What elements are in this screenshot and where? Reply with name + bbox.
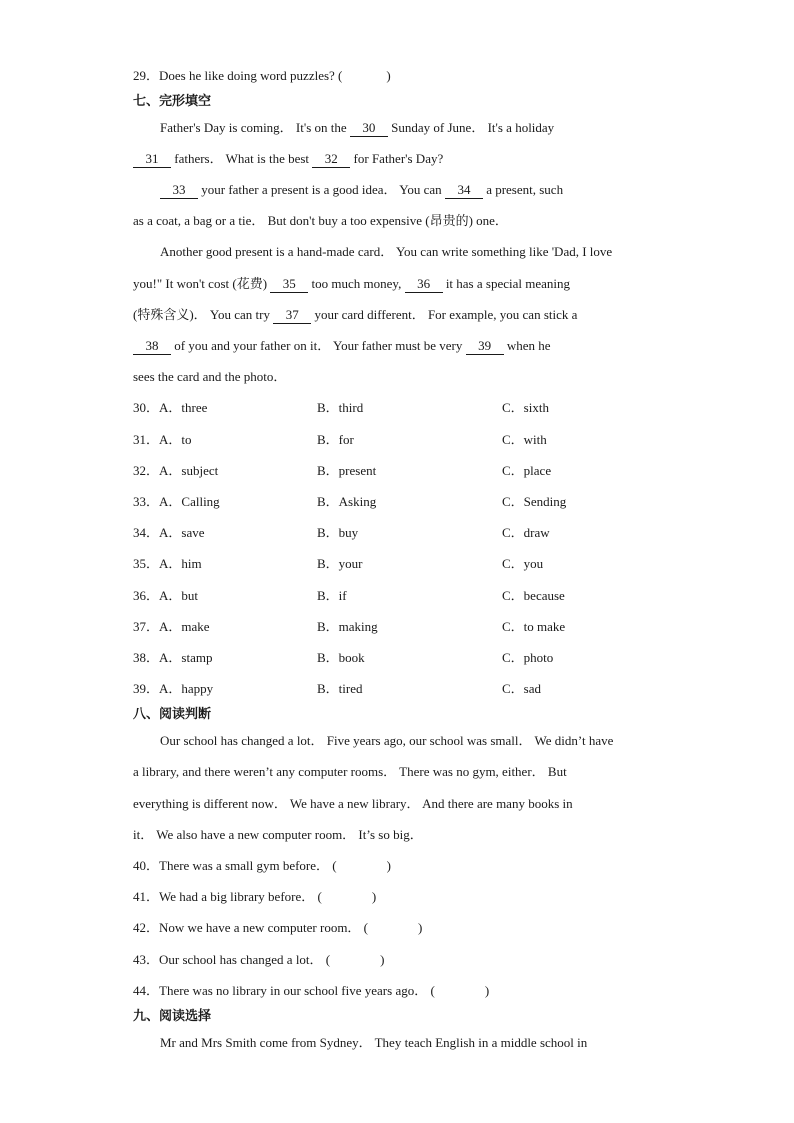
option-a[interactable]: A．him [159, 556, 202, 571]
question-44 [133, 983, 489, 999]
blank-37[interactable]: 37 [273, 307, 311, 324]
cloze-text: your card different． For example, you can stick a [311, 307, 578, 322]
option-row-33 [133, 494, 220, 510]
cloze-line-1 [160, 120, 554, 137]
option-b[interactable]: B．third [317, 400, 364, 415]
option-a[interactable]: A．three [159, 400, 208, 415]
reading-line-1: Our school has changed a lot． Five years ago, our school was small． We didn’t have [160, 733, 614, 748]
blank-32[interactable]: 32 [312, 151, 350, 168]
option-c[interactable]: C．Sending [502, 494, 567, 509]
cloze-line-4: as a coat, a bag or a tie． But don't buy a too expensive (昂贵的) one． [133, 213, 508, 228]
cloze-text: Sunday of June． It's a holiday [387, 120, 555, 135]
paren-close: ) [484, 983, 490, 998]
question-number: 35． [133, 556, 160, 571]
paren-close: ) [380, 952, 385, 967]
question-number: 31． [133, 432, 160, 447]
option-b[interactable]: B．buy [317, 525, 359, 540]
cloze-line-2 [133, 151, 443, 168]
question-text: 29．Does he like doing word puzzles? ( [133, 68, 343, 83]
option-row-34 [133, 525, 205, 541]
cloze-text: your father a present is a good idea． You can [198, 182, 445, 197]
option-b[interactable]: B．present [317, 463, 377, 478]
blank-33[interactable]: 33 [160, 182, 198, 199]
option-a[interactable]: A．subject [159, 463, 219, 478]
blank-35[interactable]: 35 [270, 276, 308, 293]
option-row-36 [133, 588, 198, 604]
option-b[interactable]: B．for [317, 432, 354, 447]
question-number: 36． [133, 588, 160, 603]
cloze-line-5: Another good present is a hand-made card． You can write something like 'Dad, I love [160, 244, 613, 259]
section-7-title: 七、完形填空 [133, 94, 212, 109]
paren-close: ) [386, 68, 391, 83]
option-c[interactable]: C．with [502, 432, 547, 447]
question-number: 34． [133, 525, 160, 540]
cloze-text: it has a special meaning [442, 276, 570, 291]
section-9-title: 九、阅读选择 [133, 1009, 212, 1024]
blank-30[interactable]: 30 [350, 120, 388, 137]
cloze-text: of you and your father on it． Your father must be very [171, 338, 466, 353]
option-row-39 [133, 681, 213, 697]
option-b[interactable]: B．Asking [317, 494, 377, 509]
option-b[interactable]: B．your [317, 556, 363, 571]
option-a[interactable]: A．Calling [159, 494, 220, 509]
option-a[interactable]: A．happy [159, 681, 214, 696]
option-b[interactable]: B．if [317, 588, 347, 603]
question-number: 39． [133, 681, 160, 696]
option-b[interactable]: B．book [317, 650, 365, 665]
option-c[interactable]: C．place [502, 463, 552, 478]
option-a[interactable]: A．but [159, 588, 199, 603]
option-c[interactable]: C．to make [502, 619, 566, 634]
question-number: 38． [133, 650, 160, 665]
reading-line-2: a library, and there weren’t any computer rooms． There was no gym, either． But [133, 764, 567, 779]
option-row-32 [133, 463, 218, 479]
question-number: 30． [133, 400, 160, 415]
cloze-text: a present, such [482, 182, 564, 197]
option-row-31 [133, 432, 192, 448]
cloze-text: Father's Day is coming． It's on the [160, 120, 350, 135]
blank-36[interactable]: 36 [405, 276, 443, 293]
option-c[interactable]: C．photo [502, 650, 554, 665]
option-a[interactable]: A．to [159, 432, 192, 447]
option-b[interactable]: B．making [317, 619, 378, 634]
cloze-text: (特殊含义)． You can try [133, 307, 274, 322]
cloze-text: you!" It won't cost (花费) [133, 276, 271, 291]
reading-line-3: everything is different now． We have a new library． And there are many books in [133, 796, 573, 811]
question-29 [133, 68, 391, 84]
question-text: 41．We had a big library before． ( [133, 889, 322, 904]
question-text: 43．Our school has changed a lot． ( [133, 952, 331, 967]
option-row-35 [133, 556, 202, 572]
cloze-line-3 [160, 182, 563, 199]
question-number: 32． [133, 463, 160, 478]
cloze-text: for Father's Day? [350, 151, 444, 166]
cloze-line-7 [133, 307, 577, 324]
paren-close: ) [386, 858, 391, 873]
question-43 [133, 952, 384, 968]
question-text: 42．Now we have a new computer room． ( [133, 920, 369, 935]
blank-38[interactable]: 38 [133, 338, 171, 355]
question-number: 33． [133, 494, 160, 509]
cloze-text: when he [503, 338, 551, 353]
reading9-line-1: Mr and Mrs Smith come from Sydney． They teach English in a middle school in [160, 1035, 588, 1050]
option-c[interactable]: C．sad [502, 681, 542, 696]
reading-line-4: it． We also have a new computer room． It’s so big． [133, 827, 423, 842]
option-a[interactable]: A．stamp [159, 650, 213, 665]
question-text: 40．There was a small gym before． ( [133, 858, 337, 873]
question-number: 37． [133, 619, 160, 634]
option-a[interactable]: A．save [159, 525, 205, 540]
option-row-38 [133, 650, 212, 666]
question-42 [133, 920, 422, 936]
paren-close: ) [418, 920, 423, 935]
cloze-line-6 [133, 276, 570, 293]
paren-close: ) [371, 889, 377, 904]
option-a[interactable]: A．make [159, 619, 210, 634]
cloze-text: fathers． What is the best [171, 151, 313, 166]
option-c[interactable]: C．because [502, 588, 565, 603]
question-41 [133, 889, 376, 905]
option-c[interactable]: C．draw [502, 525, 550, 540]
section-8-title: 八、阅读判断 [133, 707, 212, 722]
option-b[interactable]: B．tired [317, 681, 363, 696]
cloze-line-8 [133, 338, 551, 355]
option-c[interactable]: C．you [502, 556, 544, 571]
option-c[interactable]: C．sixth [502, 400, 549, 415]
blank-31[interactable]: 31 [133, 151, 171, 168]
question-text: 44．There was no library in our school five years ago． ( [133, 983, 435, 998]
option-row-30 [133, 400, 207, 416]
option-row-37 [133, 619, 210, 635]
blank-39[interactable]: 39 [466, 338, 504, 355]
cloze-text: too much money, [308, 276, 405, 291]
cloze-line-9: sees the card and the photo． [133, 369, 287, 384]
question-40 [133, 858, 391, 874]
blank-34[interactable]: 34 [445, 182, 483, 199]
